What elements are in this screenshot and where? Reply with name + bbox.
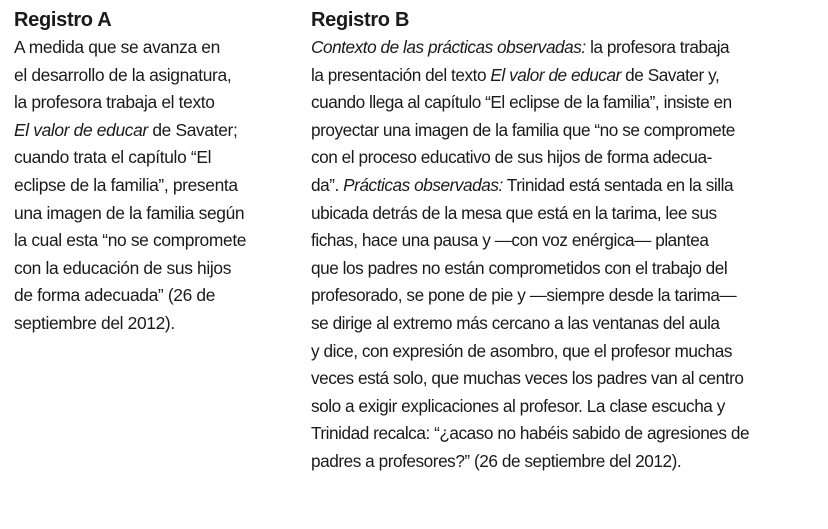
text-line (14, 310, 294, 338)
text-segment: Trinidad recalca: “¿acaso no habéis sabido de agresiones de (311, 423, 750, 444)
text-segment: proyectar una imagen de la familia que “no se compromete (311, 119, 735, 140)
text-line (311, 365, 826, 393)
text-line (311, 172, 826, 200)
text-segment: y dice, con expresión de asombro, que el profesor muchas (311, 340, 732, 361)
text-line (311, 62, 826, 90)
text-line (311, 89, 826, 117)
text-segment: fichas, hace una pausa y —con voz enérgica— plantea (311, 230, 709, 251)
text-line (311, 255, 826, 283)
registro-a-title: Registro A (14, 9, 112, 31)
text-line (14, 144, 294, 172)
text-segment: ubicada detrás de la mesa que está en la tarima, lee sus (311, 202, 717, 223)
text-segment: veces está solo, que muchas veces los padres van al centro (311, 368, 744, 389)
text-segment: una imagen de la familia según (14, 202, 245, 223)
text-segment: cuando llega al capítulo “El eclipse de la familia”, insiste en (311, 92, 732, 113)
registro-a-body (14, 34, 294, 338)
registro-b-body (311, 34, 826, 476)
text-segment: de Savater y, (620, 64, 720, 85)
text-line (14, 227, 294, 255)
text-segment: eclipse de la familia”, presenta (14, 174, 238, 195)
text-segment: que los padres no están comprometidos con el trabajo del (311, 257, 728, 278)
text-segment: se dirige al extremo más cercano a las ventanas del aula (311, 312, 720, 333)
text-line (14, 117, 294, 145)
text-line (311, 338, 826, 366)
text-line (14, 62, 294, 90)
text-line (311, 282, 826, 310)
text-segment: con la educación de sus hijos (14, 257, 232, 278)
text-segment: la presentación del texto (311, 64, 491, 85)
text-line (14, 282, 294, 310)
text-segment: septiembre del 2012). (14, 312, 175, 333)
text-segment: cuando trata el capítulo “El (14, 147, 212, 168)
text-line (311, 200, 826, 228)
italic-text-segment: El valor de educar (14, 119, 148, 140)
text-segment: padres a profesores?” (26 de septiembre del 2012). (311, 450, 682, 471)
text-line (14, 255, 294, 283)
text-line (311, 448, 826, 476)
text-line (311, 310, 826, 338)
text-segment: la profesora trabaja el texto (14, 92, 215, 113)
italic-text-segment: Prácticas observadas: (343, 174, 503, 195)
text-line (311, 117, 826, 145)
text-segment: de forma adecuada” (26 de (14, 285, 216, 306)
text-line (311, 144, 826, 172)
text-segment: la profesora trabaja (585, 37, 730, 57)
text-segment: de Savater; (147, 119, 238, 140)
text-segment: Trinidad está sentada en la silla (502, 174, 734, 195)
text-line (14, 200, 294, 228)
text-segment: la cual esta “no se compromete (14, 230, 247, 251)
text-segment: el desarrollo de la asignatura, (14, 64, 232, 85)
text-line (14, 89, 294, 117)
text-line (311, 393, 826, 421)
text-line (14, 34, 294, 62)
text-line (311, 227, 826, 255)
text-segment: profesorado, se pone de pie y —siempre desde la tarima— (311, 285, 737, 306)
registro-b-column (311, 6, 826, 476)
text-line (311, 420, 826, 448)
text-segment: solo a exigir explicaciones al profesor. La clase escucha y (311, 395, 725, 416)
registro-a-column (14, 6, 294, 338)
text-segment: da”. (311, 174, 344, 195)
italic-text-segment: Contexto de las prácticas observadas: (311, 37, 586, 57)
text-segment: A medida que se avanza en (14, 37, 220, 57)
text-line (14, 172, 294, 200)
registro-b-title: Registro B (311, 9, 410, 31)
text-line (311, 34, 826, 62)
italic-text-segment: El valor de educar (490, 64, 621, 85)
text-segment: con el proceso educativo de sus hijos de forma adecua- (311, 147, 712, 168)
